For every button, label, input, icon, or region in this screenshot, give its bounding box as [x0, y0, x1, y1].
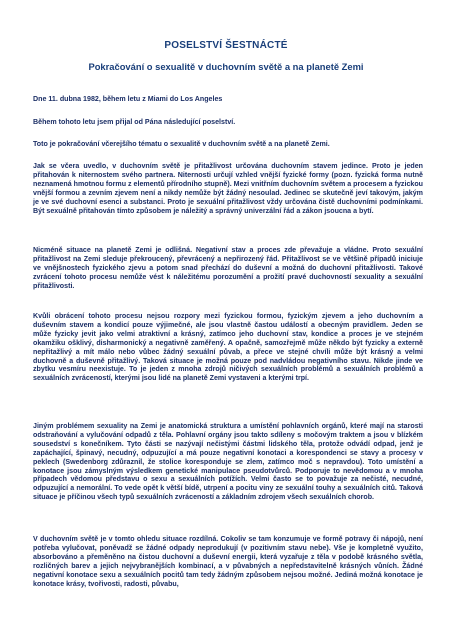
paragraph-intro: Během tohoto letu jsem přijal od Pána následující poselství.	[33, 118, 236, 126]
paragraph-body-2: Nicméně situace na planetě Zemi je odlišná. Negativní stav a proces zde převažuje a vládne. Proto sexuální přitažlivost na Zemi sleduje překroucený, převrácený a nepřirozený řád. Přitažlivost se ve většině případů iniciuje ve vnějšnostech fyzického zjevu a potom snad přechází do duševní a možná do duchovní přitažlivosti. Takové zvrácení tohoto procesu nemůže vést k náležitému porozumění a prožití pravé duchovností sexuality a sexuální přitažlivosti.	[33, 246, 423, 290]
paragraph-body-3: Kvůli obrácení tohoto procesu nejsou rozpory mezi fyzickou formou, fyzickým zjevem a jeho duchovním a duševním stavem a kondicí pouze výjimečné, ale jsou vlastně častou událostí a obecným pravidlem. Jeden se může fyzicky jevit jako velmi atraktivní a krásný, zatímco jeho duchovní stav, kondice a proces je ve stejném okamžiku ošklivý, disharmonický a negativně zaměřený. A opačně, samozřejmě může někdo být fyzicky a externě nepřitažlivý a mít málo nebo vůbec žádný sexuální půvab, a přece ve stejné chvíli může být krásný a velmi duchovně a duševně přitažlivý. Taková situace je možná pouze pod nadvládou negativního stavu. Nikde jinde ve zbytku vesmíru neexistuje. To je jeden z mnoha zdrojů ničivých sexuálních problémů a sexuálních problémů a sexuálních zvráceností, kterými jsou lidé na planetě Zemi vystaveni a kterými trpí.	[33, 312, 423, 383]
paragraph-topic: Toto je pokračování včerejšího tématu o sexualitě v duchovním světě a na planetě Zemi.	[33, 140, 330, 148]
paragraph-body-1: Jak se včera uvedlo, v duchovním světě je přitažlivost určována duchovním stavem jedince. Proto je jeden přitahován k niternostem svého partnera. Niternosti určují vzhled vnější fyzické formy (pozn. fyzická forma nutně neznamená hmotnou formu z elementů přírodního stupně). Mezi vnitřním duchovním světem a procesem a fyzickou vnější formou a zevním zjevem není a nikdy nemůže být žádný nesoulad. Jedinec se skutečně jeví takovým, jakým je ve své duchovní esenci a substanci. Proto je sexuální přitažlivost vždy určována čistě duchovními podmínkami. Být sexuálně přitahován tímto způsobem je náležitý a správný univerzální řád a zákon jsoucna a bytí.	[33, 162, 423, 215]
document-subtitle: Pokračování o sexualitě v duchovním světě a na planetě Zemi	[88, 61, 364, 72]
paragraph-date: Dne 11. dubna 1982, během letu z Miami do Los Angeles	[33, 95, 223, 103]
document-title: POSELSTVÍ ŠESTNÁCTÉ	[164, 40, 288, 51]
paragraph-body-5: V duchovním světě je v tomto ohledu situace rozdílná. Cokoliv se tam konzumuje ve formě potravy či nápojů, není potřeba vylučovat, poněvadž se žádné odpady neprodukují (v pozitivním stavu nebe). Vše je kompletně využito, absorbováno a přeměněno na čistou duchovní a duševní energii, která vyzařuje z těla v podobě krásného světla, rozličných barev a jejich nejvybranějších kombinací, a v půvabných a nepředstavitelně krásných vůních. Žádné negativní konotace sexu a sexuálních pocitů tam tedy žádným způsobem nejsou možné. Jediná možná konotace je konotace krásy, tvořivosti, radosti, půvabu,	[33, 535, 423, 588]
paragraph-body-4: Jiným problémem sexuality na Zemi je anatomická struktura a umístění pohlavních orgánů, které mají na starosti odstraňování a vylučování odpadů z těla. Pohlavní orgány jsou takto sdíleny s močovým traktem a jsou v blízkém sousedství s konečníkem. Tyto části se nazývají nečistými částmi lidského těla, protože odvádí odpad, jenž je zapáchající, špinavý, necudný, odpuzující a má pouze negativní konotaci a korespondenci se stavy a procesy v peklech (Swedenborg zdůraznil, že stolice koresponduje se zlem, zatímco moč s nepravdou). Toto umístění a konotace jsou zámyslným výsledkem genetické manipulace pseudotvůrců. Podporuje to nevědomou a v mnoha případech vědomou představu o sexu a sexuálních potížích. Velmi často se to považuje za nečisté, necudné, odpuzující a nemorální. To vede opět k větší bídě, utrpení a pocitu viny ze sexuální touhy a sexuálních citů. Taková situace je příčinou všech typů sexuálních zvráceností a základním zdrojem všech sexuálních chorob.	[33, 422, 423, 502]
